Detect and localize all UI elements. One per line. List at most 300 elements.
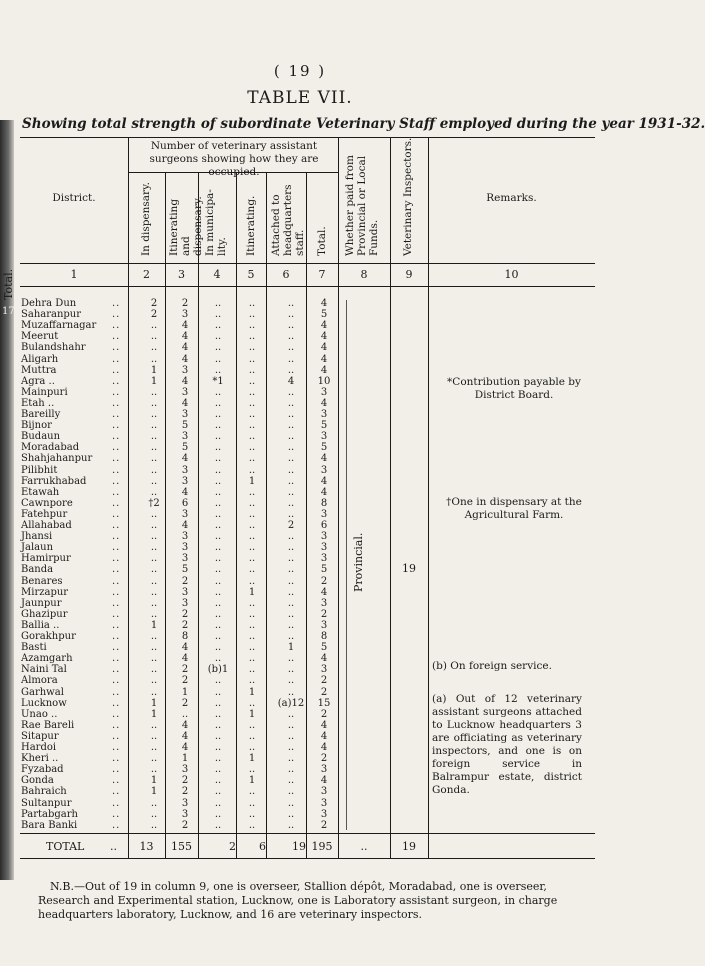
cell-in-dispensary: .. bbox=[150, 409, 158, 420]
district: Allahabad bbox=[21, 520, 72, 531]
district: Budaun bbox=[21, 431, 61, 443]
cell-attached: .. bbox=[287, 409, 295, 420]
cell-in-dispensary: .. bbox=[150, 597, 158, 609]
cell-in-dispensary: .. bbox=[150, 664, 158, 676]
cell-in-dispensary: .. bbox=[150, 386, 158, 398]
cell-attached: .. bbox=[287, 342, 295, 354]
cell-in-municipality: .. bbox=[214, 586, 222, 598]
cell-total: 4 bbox=[320, 475, 328, 487]
district: Dehra Dun bbox=[21, 298, 77, 309]
cell-in-dispensary: 2 bbox=[150, 298, 158, 309]
header-attached: Attached to headquarters staff. bbox=[270, 184, 306, 256]
cell-itinerating: .. bbox=[248, 553, 256, 565]
cell-itinerating-dispensary: 2 bbox=[181, 819, 189, 831]
cell-itinerating-dispensary: 3 bbox=[181, 586, 189, 598]
cell-in-dispensary: .. bbox=[150, 586, 158, 598]
total-c4: 2 bbox=[229, 840, 236, 853]
cell-itinerating: .. bbox=[248, 619, 256, 631]
cell-in-dispensary: .. bbox=[150, 431, 158, 443]
colnum-6: 6 bbox=[282, 268, 290, 281]
cell-attached: .. bbox=[287, 631, 295, 642]
cell-total: 8 bbox=[320, 631, 328, 642]
cell-total: 2 bbox=[320, 575, 328, 587]
cell-in-municipality: .. bbox=[214, 742, 222, 753]
cell-attached: .. bbox=[287, 586, 295, 598]
cell-total: 2 bbox=[320, 753, 328, 765]
cell-itinerating: 1 bbox=[248, 753, 256, 765]
district: Basti bbox=[21, 642, 47, 654]
total-bottom-rule bbox=[20, 858, 595, 859]
cell-in-dispensary: .. bbox=[150, 564, 158, 576]
cell-itinerating: .. bbox=[248, 364, 256, 376]
row-dots: .. bbox=[112, 553, 121, 565]
cell-itinerating-dispensary: 1 bbox=[181, 686, 189, 698]
district: Benares bbox=[21, 575, 63, 587]
cell-attached: .. bbox=[287, 320, 295, 332]
cell-itinerating: .. bbox=[248, 420, 256, 432]
cell-attached: .. bbox=[287, 719, 295, 731]
row-dots: .. bbox=[112, 298, 121, 309]
total-c3: 155 bbox=[171, 840, 192, 853]
cell-itinerating: .. bbox=[248, 575, 256, 587]
cell-attached: .. bbox=[287, 309, 295, 321]
cell-total: 2 bbox=[320, 708, 328, 720]
row-dots: .. bbox=[112, 730, 121, 742]
colnum-7: 7 bbox=[318, 268, 326, 281]
row-dots: .. bbox=[112, 764, 121, 776]
district: Mirzapur bbox=[21, 586, 69, 598]
cell-in-municipality: .. bbox=[214, 464, 222, 476]
table-top-rule bbox=[20, 137, 595, 138]
colnum-4: 4 bbox=[213, 268, 221, 281]
district: Fyzabad bbox=[21, 764, 64, 776]
cell-in-dispensary: .. bbox=[150, 475, 158, 487]
cell-itinerating-dispensary: 3 bbox=[181, 386, 189, 398]
cell-attached: .. bbox=[287, 464, 295, 476]
cell-itinerating-dispensary: 2 bbox=[181, 697, 189, 709]
cell-itinerating: .. bbox=[248, 819, 256, 831]
row-dots: .. bbox=[112, 531, 121, 543]
cell-itinerating: 1 bbox=[248, 775, 256, 787]
district: Almora bbox=[21, 675, 58, 687]
cell-attached: .. bbox=[287, 819, 295, 831]
cell-in-dispensary: .. bbox=[150, 542, 158, 554]
cell-total: 4 bbox=[320, 653, 328, 665]
cell-attached: .. bbox=[287, 364, 295, 376]
row-dots: .. bbox=[112, 453, 121, 465]
cell-in-dispensary: .. bbox=[150, 442, 158, 454]
cell-total: 4 bbox=[320, 331, 328, 343]
cell-itinerating-dispensary: 4 bbox=[181, 397, 189, 409]
cell-itinerating: .. bbox=[248, 309, 256, 321]
cell-in-dispensary: 1 bbox=[150, 775, 158, 787]
cell-attached: .. bbox=[287, 386, 295, 398]
cell-itinerating-dispensary: 3 bbox=[181, 508, 189, 520]
cell-itinerating-dispensary: 3 bbox=[181, 309, 189, 321]
cell-total: 4 bbox=[320, 730, 328, 742]
district: Mainpuri bbox=[21, 386, 68, 398]
cell-itinerating-dispensary: 4 bbox=[181, 353, 189, 365]
row-dots: .. bbox=[112, 375, 121, 387]
header-itinerating-dispensary: Itinerating and dispensary. bbox=[168, 196, 204, 256]
cell-in-dispensary: .. bbox=[150, 642, 158, 654]
cell-itinerating: .. bbox=[248, 542, 256, 554]
cell-in-municipality: .. bbox=[214, 819, 222, 831]
cell-attached: .. bbox=[287, 542, 295, 554]
cell-itinerating: .. bbox=[248, 697, 256, 709]
row-dots: .. bbox=[112, 642, 121, 654]
header-vet-inspectors: Veterinary Inspectors. bbox=[402, 137, 414, 256]
cell-total: 3 bbox=[320, 764, 328, 776]
district: Bareilly bbox=[21, 409, 61, 420]
cell-itinerating-dispensary: 3 bbox=[181, 431, 189, 443]
cell-in-municipality: .. bbox=[214, 608, 222, 620]
cell-attached: 2 bbox=[287, 520, 295, 531]
cell-in-dispensary: .. bbox=[150, 753, 158, 765]
cell-total: 2 bbox=[320, 686, 328, 698]
row-dots: .. bbox=[112, 542, 121, 554]
cell-itinerating: .. bbox=[248, 597, 256, 609]
cell-in-dispensary: .. bbox=[150, 764, 158, 776]
cell-in-municipality: .. bbox=[214, 298, 222, 309]
cell-in-municipality: .. bbox=[214, 420, 222, 432]
cell-in-municipality: .. bbox=[214, 386, 222, 398]
cell-itinerating: .. bbox=[248, 486, 256, 498]
cell-attached: .. bbox=[287, 664, 295, 676]
row-dots: .. bbox=[112, 409, 121, 420]
cell-in-dispensary: .. bbox=[150, 653, 158, 665]
district: Moradabad bbox=[21, 442, 80, 454]
cell-attached: .. bbox=[287, 353, 295, 365]
district: Rae Bareli bbox=[21, 719, 75, 731]
cell-in-dispensary: .. bbox=[150, 508, 158, 520]
header-in-dispensary: In dispensary. bbox=[140, 182, 152, 256]
cell-in-municipality: .. bbox=[214, 486, 222, 498]
cell-attached: .. bbox=[287, 797, 295, 809]
header-bottom-rule bbox=[20, 263, 595, 264]
cell-total: 4 bbox=[320, 719, 328, 731]
provincial-label: Provincial. bbox=[352, 532, 365, 592]
district: Partabgarh bbox=[21, 808, 78, 820]
cell-itinerating: 1 bbox=[248, 686, 256, 698]
district: Pilibhit bbox=[21, 464, 58, 476]
cell-total: 3 bbox=[320, 409, 328, 420]
cell-in-municipality: .. bbox=[214, 808, 222, 820]
cell-total: 4 bbox=[320, 453, 328, 465]
cell-in-municipality: .. bbox=[214, 397, 222, 409]
cell-itinerating: .. bbox=[248, 497, 256, 509]
cell-total: 3 bbox=[320, 808, 328, 820]
cell-in-municipality: .. bbox=[214, 697, 222, 709]
cell-in-municipality: .. bbox=[214, 364, 222, 376]
district: Cawnpore bbox=[21, 497, 73, 509]
cell-itinerating: .. bbox=[248, 508, 256, 520]
row-dots: .. bbox=[112, 497, 121, 509]
district: Gonda bbox=[21, 775, 54, 787]
district: Farrukhabad bbox=[21, 475, 87, 487]
table-subtitle: Showing total strength of subordinate Veterinary Staff employed during the year 1931-32. bbox=[22, 116, 705, 132]
cell-attached: .. bbox=[287, 808, 295, 820]
row-dots: .. bbox=[112, 608, 121, 620]
cell-itinerating: .. bbox=[248, 786, 256, 798]
cell-attached: .. bbox=[287, 775, 295, 787]
cell-itinerating: .. bbox=[248, 664, 256, 676]
cell-in-dispensary: .. bbox=[150, 331, 158, 343]
cell-in-municipality: .. bbox=[214, 564, 222, 576]
total-c8: .. bbox=[360, 840, 368, 853]
table-title: TABLE VII. bbox=[247, 88, 353, 108]
total-c7: 195 bbox=[311, 840, 333, 853]
cell-in-dispensary: .. bbox=[150, 686, 158, 698]
cell-in-municipality: .. bbox=[214, 786, 222, 798]
cell-itinerating-dispensary: 4 bbox=[181, 520, 189, 531]
row-dots: .. bbox=[112, 808, 121, 820]
district: Lucknow bbox=[21, 697, 67, 709]
cell-in-dispensary: .. bbox=[150, 531, 158, 543]
cell-in-municipality: .. bbox=[214, 453, 222, 465]
total-label: TOTAL bbox=[46, 840, 85, 853]
cell-itinerating-dispensary: 3 bbox=[181, 553, 189, 565]
cell-total: 3 bbox=[320, 386, 328, 398]
cell-total: 4 bbox=[320, 486, 328, 498]
district: Hamirpur bbox=[21, 553, 71, 565]
cell-attached: .. bbox=[287, 686, 295, 698]
cell-itinerating-dispensary: 4 bbox=[181, 653, 189, 665]
cell-total: 5 bbox=[320, 442, 328, 454]
cell-in-dispensary: 1 bbox=[150, 375, 158, 387]
district: Garhwal bbox=[21, 686, 64, 698]
cell-in-municipality: *1 bbox=[212, 375, 224, 387]
district: Azamgarh bbox=[21, 653, 73, 665]
cell-itinerating: .. bbox=[248, 808, 256, 820]
cell-itinerating: .. bbox=[248, 409, 256, 420]
row-dots: .. bbox=[112, 597, 121, 609]
cell-itinerating: .. bbox=[248, 453, 256, 465]
district: Kheri .. bbox=[21, 753, 59, 765]
cell-in-municipality: .. bbox=[214, 520, 222, 531]
cell-total: 15 bbox=[317, 697, 331, 709]
district: Unao .. bbox=[21, 708, 58, 720]
cell-total: 3 bbox=[320, 597, 328, 609]
remark-agra: *Contribution payable by District Board. bbox=[447, 376, 581, 401]
total-dots: .. bbox=[110, 840, 117, 853]
cell-itinerating: .. bbox=[248, 742, 256, 753]
cell-total: 4 bbox=[320, 320, 328, 332]
cell-itinerating: .. bbox=[248, 386, 256, 398]
cell-itinerating: .. bbox=[248, 320, 256, 332]
district: Etawah bbox=[21, 486, 60, 498]
cell-in-municipality: .. bbox=[214, 497, 222, 509]
cell-in-dispensary: 1 bbox=[150, 708, 158, 720]
cell-itinerating: 1 bbox=[248, 708, 256, 720]
row-dots: .. bbox=[112, 575, 121, 587]
cell-in-municipality: .. bbox=[214, 631, 222, 642]
colnum-8: 8 bbox=[360, 268, 368, 281]
district: Shahjahanpur bbox=[21, 453, 93, 465]
cell-in-dispensary: 1 bbox=[150, 697, 158, 709]
cell-in-dispensary: .. bbox=[150, 353, 158, 365]
cell-attached: .. bbox=[287, 619, 295, 631]
cell-itinerating: .. bbox=[248, 298, 256, 309]
cell-attached: .. bbox=[287, 553, 295, 565]
cell-attached: .. bbox=[287, 575, 295, 587]
cell-in-municipality: .. bbox=[214, 775, 222, 787]
row-dots: .. bbox=[112, 819, 121, 831]
cell-attached: 1 bbox=[287, 642, 295, 654]
district: Agra .. bbox=[21, 375, 55, 387]
cell-in-municipality: .. bbox=[214, 708, 222, 720]
cell-itinerating-dispensary: 8 bbox=[181, 631, 189, 642]
cell-itinerating-dispensary: 6 bbox=[181, 497, 189, 509]
cell-total: 8 bbox=[320, 497, 328, 509]
cell-in-municipality: (b)1 bbox=[207, 664, 229, 676]
district: Jaunpur bbox=[21, 597, 62, 609]
row-dots: .. bbox=[112, 664, 121, 676]
row-dots: .. bbox=[112, 508, 121, 520]
district: Naini Tal bbox=[21, 664, 67, 676]
cell-attached: (a)12 bbox=[277, 697, 305, 709]
cell-itinerating-dispensary: 2 bbox=[181, 775, 189, 787]
district: Muzaffarnagar bbox=[21, 320, 97, 332]
cell-itinerating-dispensary: 3 bbox=[181, 409, 189, 420]
cell-in-municipality: .. bbox=[214, 797, 222, 809]
cell-in-municipality: .. bbox=[214, 320, 222, 332]
cell-itinerating-dispensary: 3 bbox=[181, 797, 189, 809]
footnote: N.B.—Out of 19 in column 9, one is overseer, Stallion dépôt, Moradabad, one is overseer, Research and Experimental station, Lucknow, one is Laboratory assistant surgeon, in charge headquarters laboratory, Lucknow, and 16 are veterinary inspectors. bbox=[38, 880, 558, 921]
cell-itinerating-dispensary: 4 bbox=[181, 375, 189, 387]
cell-itinerating: .. bbox=[248, 564, 256, 576]
cell-attached: .. bbox=[287, 742, 295, 753]
cell-total: 3 bbox=[320, 431, 328, 443]
cell-attached: .. bbox=[287, 475, 295, 487]
row-dots: .. bbox=[112, 619, 121, 631]
cell-itinerating-dispensary: 4 bbox=[181, 320, 189, 332]
cell-in-municipality: .. bbox=[214, 753, 222, 765]
cell-total: 3 bbox=[320, 542, 328, 554]
row-dots: .. bbox=[112, 431, 121, 443]
column-number-rule bbox=[20, 286, 595, 287]
cell-itinerating: .. bbox=[248, 764, 256, 776]
vet-inspectors-value: 19 bbox=[402, 562, 416, 575]
provincial-bracket bbox=[346, 300, 347, 830]
cell-itinerating-dispensary: 3 bbox=[181, 531, 189, 543]
cell-in-municipality: .. bbox=[214, 719, 222, 731]
cell-itinerating: .. bbox=[248, 464, 256, 476]
cell-itinerating-dispensary: 2 bbox=[181, 786, 189, 798]
header-whether-paid: Whether paid from Provincial or Local Funds. bbox=[344, 155, 380, 256]
cell-itinerating-dispensary: 4 bbox=[181, 331, 189, 343]
cell-itinerating: .. bbox=[248, 531, 256, 543]
district: Fatehpur bbox=[21, 508, 68, 520]
cell-itinerating: .. bbox=[248, 608, 256, 620]
cell-itinerating-dispensary: 3 bbox=[181, 464, 189, 476]
row-dots: .. bbox=[112, 520, 121, 531]
cell-itinerating-dispensary: 2 bbox=[181, 619, 189, 631]
cell-itinerating-dispensary: 4 bbox=[181, 742, 189, 753]
cell-itinerating-dispensary: 3 bbox=[181, 475, 189, 487]
cell-itinerating: .. bbox=[248, 631, 256, 642]
cell-in-municipality: .. bbox=[214, 553, 222, 565]
cell-itinerating-dispensary: 2 bbox=[181, 298, 189, 309]
cell-attached: .. bbox=[287, 608, 295, 620]
cell-attached: 4 bbox=[287, 375, 295, 387]
cell-in-dispensary: .. bbox=[150, 342, 158, 354]
cell-attached: .. bbox=[287, 531, 295, 543]
row-dots: .. bbox=[112, 464, 121, 476]
row-dots: .. bbox=[112, 653, 121, 665]
cell-attached: .. bbox=[287, 764, 295, 776]
cell-itinerating: .. bbox=[248, 353, 256, 365]
row-dots: .. bbox=[112, 742, 121, 753]
cell-in-municipality: .. bbox=[214, 619, 222, 631]
cell-attached: .. bbox=[287, 786, 295, 798]
cell-attached: .. bbox=[287, 508, 295, 520]
total-c2: 13 bbox=[139, 840, 154, 853]
colnum-2: 2 bbox=[143, 268, 150, 281]
cell-itinerating-dispensary: 5 bbox=[181, 564, 189, 576]
district: Bara Banki bbox=[21, 819, 78, 831]
cell-itinerating-dispensary: 2 bbox=[181, 608, 189, 620]
colnum-5: 5 bbox=[247, 268, 255, 281]
cell-attached: .. bbox=[287, 708, 295, 720]
cell-attached: .. bbox=[287, 486, 295, 498]
cell-itinerating: .. bbox=[248, 642, 256, 654]
cell-attached: .. bbox=[287, 397, 295, 409]
cell-total: 4 bbox=[320, 364, 328, 376]
cell-total: 4 bbox=[320, 397, 328, 409]
cell-total: 10 bbox=[317, 375, 331, 387]
row-dots: .. bbox=[112, 797, 121, 809]
district: Bahraich bbox=[21, 786, 67, 798]
total-c9: 19 bbox=[402, 840, 416, 853]
cell-total: 3 bbox=[320, 464, 328, 476]
cell-attached: .. bbox=[287, 597, 295, 609]
cell-total: 3 bbox=[320, 786, 328, 798]
colnum-10: 10 bbox=[504, 268, 519, 281]
cell-total: 2 bbox=[320, 608, 328, 620]
cell-itinerating-dispensary: 3 bbox=[181, 764, 189, 776]
row-dots: .. bbox=[112, 364, 121, 376]
cell-itinerating-dispensary: 4 bbox=[181, 342, 189, 354]
cell-itinerating-dispensary: 5 bbox=[181, 420, 189, 432]
cell-itinerating: .. bbox=[248, 797, 256, 809]
cell-total: 3 bbox=[320, 531, 328, 543]
cell-total: 2 bbox=[320, 819, 328, 831]
cell-attached: .. bbox=[287, 675, 295, 687]
cell-in-dispensary: .. bbox=[150, 464, 158, 476]
district: Ballia .. bbox=[21, 619, 60, 631]
cell-total: 3 bbox=[320, 797, 328, 809]
margin-total-label: Total. bbox=[2, 268, 15, 300]
row-dots: .. bbox=[112, 708, 121, 720]
cell-itinerating: .. bbox=[248, 442, 256, 454]
cell-total: 5 bbox=[320, 420, 328, 432]
remark-cawnpore: †One in dispensary at the Agricultural Farm. bbox=[446, 496, 582, 521]
colnum-1: 1 bbox=[70, 268, 78, 281]
header-remarks: Remarks. bbox=[486, 192, 537, 204]
cell-attached: .. bbox=[287, 730, 295, 742]
cell-attached: .. bbox=[287, 564, 295, 576]
total-top-rule bbox=[20, 833, 595, 834]
cell-itinerating: 1 bbox=[248, 586, 256, 598]
total-c5: 6 bbox=[259, 840, 266, 853]
cell-in-dispensary: .. bbox=[150, 553, 158, 565]
cell-itinerating-dispensary: 1 bbox=[181, 753, 189, 765]
cell-in-municipality: .. bbox=[214, 342, 222, 354]
cell-in-municipality: .. bbox=[214, 331, 222, 343]
row-dots: .. bbox=[112, 397, 121, 409]
cell-in-municipality: .. bbox=[214, 675, 222, 687]
